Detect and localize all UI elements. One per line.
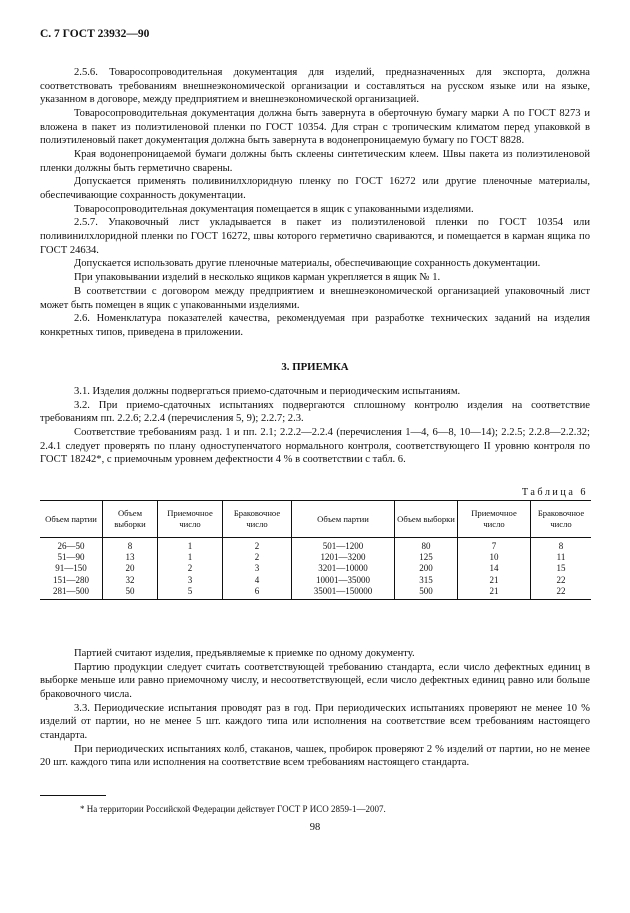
table-cell: 11 (531, 552, 592, 563)
table-cell: 501—1200 (292, 538, 395, 553)
table-cell: 2 (223, 538, 292, 553)
column-header: Браковочное число (531, 501, 592, 538)
table-cell: 500 (395, 586, 458, 600)
paragraph: 2.5.6. Товаросопроводительная документация для изделий, предназначенных для экспорта, должна соответствовать требованиям внешнеэкономической организации и составляться на русском языке или на языке, указанном в договоре, между предприятием и внешнеэкономической организацией. (40, 67, 590, 106)
table-cell: 1 (158, 538, 223, 553)
table-cell: 51—90 (57, 552, 85, 563)
table-row (40, 552, 591, 563)
table-cell: 22 (531, 586, 592, 600)
section-title: 3. ПРИЕМКА (281, 361, 349, 373)
table-cell: 6 (223, 586, 292, 600)
table-cell: 35001—150000 (292, 586, 395, 600)
table-cell: 32 (103, 575, 158, 586)
text-block-acceptance (40, 385, 590, 467)
paragraph: Допускается использовать другие пленочные материалы, обеспечивающие сохранность документации. (74, 258, 541, 270)
column-header: Браковочное число (223, 501, 292, 538)
table-cell: 281—500 (40, 586, 103, 600)
paragraph: Товаросопроводительная документация должна быть завернута в оберточную бумагу марки А по ГОСТ 8273 и вложена в пакет из полиэтиленовой пленки по ГОСТ 10354. Для стран с тропическим климатом перед упаковкой в полиэтиленовый пакет документация должна быть завернута в водонепроницаемую бумагу по ГОСТ 8828. (40, 107, 590, 147)
paragraph: 2.6. Номенклатура показателей качества, рекомендуемая при разработке технических заданий на изделия конкретных типов, приведена в приложении. (40, 313, 590, 338)
table-cell: 91—150 (55, 563, 87, 574)
paragraph: Соответствие требованиям разд. 1 и пп. 2.1; 2.2.2—2.2.4 (перечисления 1—4, 6—8, 10—14); 2.2.5; 2.2.8—2.2.32; 2.4.1 следует проверять по плану одноступенчатого нормального контроля, соответствующего II уровню контроля по ГОСТ 18242*, с приемочным уровнем дефектности 4 % в соответствии с табл. 6. (40, 427, 590, 466)
table-row (40, 538, 591, 553)
table-cell: 1 (158, 552, 223, 563)
paragraph: Края водонепроницаемой бумаги должны быть склеены синтетическим клеем. Швы пакета из полиэтиленовой пленки должны быть герметично сварены. (40, 148, 590, 174)
paragraph: Партией считают изделия, предъявляемые к приемке по одному документу. (74, 648, 415, 659)
paragraph: Партию продукции следует считать соответствующей требованию стандарта, если число дефектных единиц в выборке меньше или равно приемочному числу, и несоответствующей, если число дефектных единиц равно или больше браковочного числа. (40, 661, 590, 700)
column-header: Приемочное число (458, 501, 531, 538)
running-header: С. 7 ГОСТ 23932—90 (40, 28, 150, 40)
table-cell: 10001—35000 (292, 575, 395, 586)
table-row (40, 563, 591, 574)
column-header: Объем выборки (103, 501, 158, 538)
table-cell: 315 (395, 575, 458, 586)
footnote-divider (40, 795, 106, 796)
table-cell: 26—50 (57, 541, 85, 551)
table-cell: 22 (531, 575, 592, 586)
table-cell: 200 (395, 563, 458, 574)
table-row (40, 575, 591, 586)
table-caption: Таблица 6 (521, 487, 588, 498)
table-cell: 20 (103, 563, 158, 574)
table-cell: 3201—10000 (292, 563, 395, 574)
column-header: Объем партии (292, 501, 395, 538)
table-cell: 13 (103, 552, 158, 563)
paragraph: 3.1. Изделия должны подвергаться приемо-сдаточным и периодическим испытаниям. (74, 386, 461, 397)
table-cell: 50 (103, 586, 158, 600)
paragraph: При периодических испытаниях колб, стаканов, чашек, пробирок проверяют 2 % изделий от партии, но не менее 20 шт. каждого типа или исполнения на соответствие всем требованиям настоящего стандарта. (40, 743, 590, 769)
table-cell: 8 (103, 538, 158, 553)
table-cell: 8 (531, 538, 592, 553)
table-cell: 21 (458, 586, 531, 600)
table-cell: 15 (531, 563, 592, 574)
column-header: Объем выборки (395, 501, 458, 538)
paragraph: 3.2. При приемо-сдаточных испытаниях подвергаются сплошному контролю изделия на соответствие требованиям пп. 2.2.6; 2.2.4 (перечисления 5, 9); 2.2.7; 2.3. (40, 399, 590, 425)
table-cell: 80 (395, 538, 458, 553)
table-cell: 151—280 (53, 574, 89, 585)
table-cell: 2 (158, 563, 223, 574)
text-block-testing (40, 647, 590, 770)
table-cell: 5 (158, 586, 223, 600)
paragraph: Товаросопроводительная документация помещается в ящик с упакованными изделиями. (74, 203, 474, 215)
text-block-packaging (40, 66, 590, 340)
paragraph: 2.5.7. Упаковочный лист укладывается в пакет из полиэтиленовой пленки по ГОСТ 10354 или поливинилхлоридной пленки по ГОСТ 16272, швы которого герметично свариваются, и помещается в карман ящика по ГОСТ 24634. (40, 217, 590, 256)
paragraph: Допускается применять поливинилхлоридную пленку по ГОСТ 16272 или другие пленочные материалы, обеспечивающие сохранность документации. (40, 176, 590, 201)
paragraph: 3.3. Периодические испытания проводят раз в год. При периодических испытаниях проверяют не менее 10 % изделий от партии, но не менее 5 шт. каждого типа или исполнения на соответствие всем требованиям настоящего стандарта. (40, 702, 590, 741)
table-cell: 3 (223, 563, 292, 574)
table-header-row (40, 501, 591, 538)
table-row (40, 586, 591, 600)
table-cell: 3 (158, 575, 223, 586)
table-cell: 2 (223, 552, 292, 563)
column-header: Объем партии (40, 501, 103, 538)
table-cell: 21 (458, 575, 531, 586)
table-cell: 1201—3200 (292, 552, 395, 563)
page-number: 98 (309, 822, 321, 833)
column-header: Приемочное число (158, 501, 223, 538)
footnote: * На территории Российской Федерации действует ГОСТ Р ИСО 2859-1—2007. (80, 804, 386, 814)
table-cell: 14 (458, 563, 531, 574)
paragraph: При упаковывании изделий в несколько ящиков карман укрепляется в ящик № 1. (74, 272, 441, 284)
sampling-table (40, 500, 591, 600)
table-cell: 10 (458, 552, 531, 563)
table-cell: 4 (223, 575, 292, 586)
paragraph: В соответствии с договором между предприятием и внешнеэкономической организацией упаковочный лист может быть помещен в ящик с упакованными изделиями. (40, 286, 590, 311)
table-cell: 7 (458, 538, 531, 553)
table-cell: 125 (395, 552, 458, 563)
